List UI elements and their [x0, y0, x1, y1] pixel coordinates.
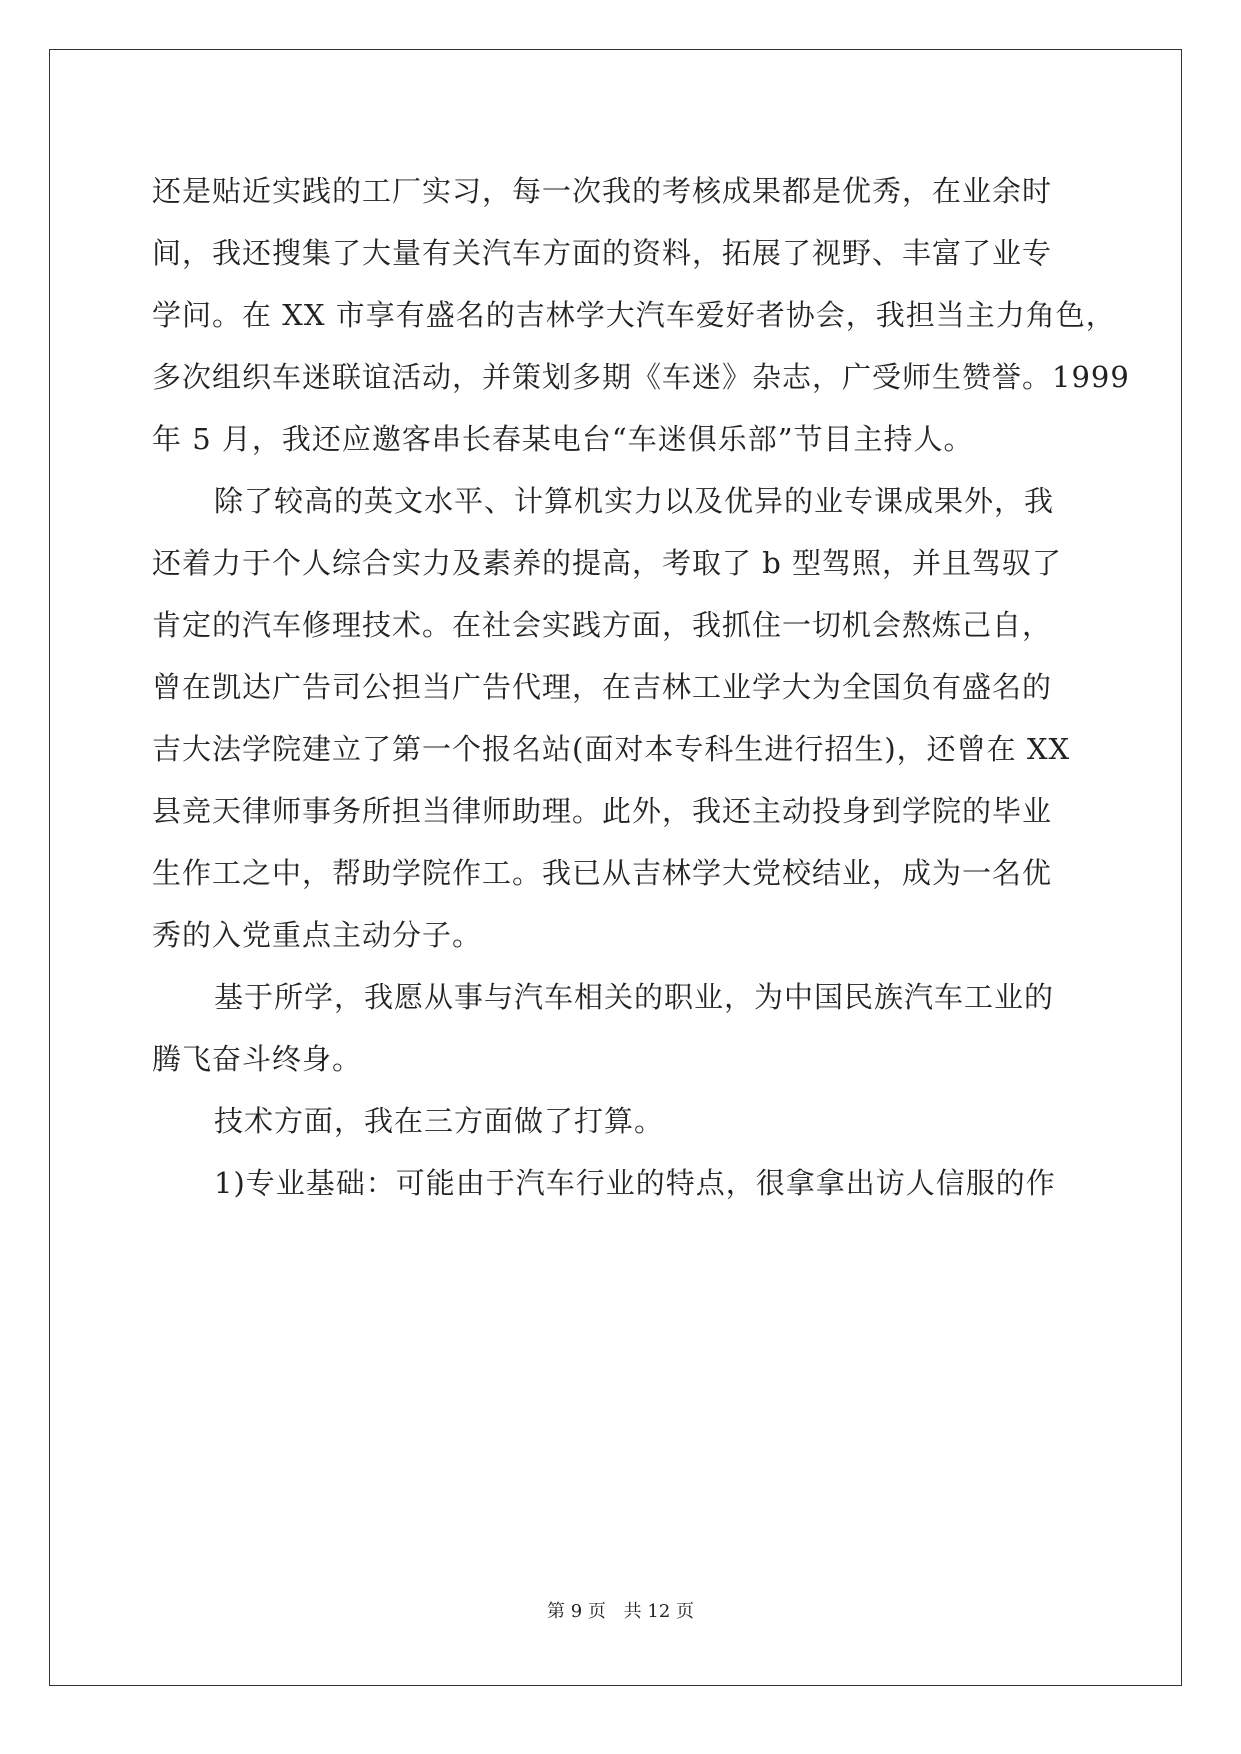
text-line: 肯定的汽车修理技术。在社会实践方面，我抓住一切机会熬炼己自， — [152, 608, 1053, 642]
text-line: 腾飞奋斗终身。 — [152, 1042, 363, 1076]
text-line: 曾在凯达广告司公担当广告代理，在吉林工业学大为全国负有盛名的 — [152, 670, 1053, 704]
paragraph-start-line: 基于所学，我愿从事与汽车相关的职业，为中国民族汽车工业的 — [214, 980, 1055, 1014]
text-line: 生作工之中，帮助学院作工。我已从吉林学大党校结业，成为一名优 — [152, 856, 1053, 890]
text-line: 还是贴近实践的工厂实习，每一次我的考核成果都是优秀，在业余时 — [152, 174, 1053, 208]
paragraph-start-line: 除了较高的英文水平、计算机实力以及优异的业专课成果外，我 — [214, 484, 1055, 518]
text-line: 县竞天律师事务所担当律师助理。此外，我还主动投身到学院的毕业 — [152, 794, 1053, 828]
text-line: 间，我还搜集了大量有关汽车方面的资料，拓展了视野、丰富了业专 — [152, 236, 1053, 270]
text-line: 还着力于个人综合实力及素养的提高，考取了 b 型驾照，并且驾驭了 — [152, 546, 1063, 580]
document-body — [152, 160, 1130, 1214]
text-line: 年 5 月，我还应邀客串长春某电台“车迷俱乐部”节目主持人。 — [152, 422, 974, 456]
text-line: 学问。在 XX 市享有盛名的吉林学大汽车爱好者协会，我担当主力角色， — [152, 298, 1116, 332]
page-footer — [0, 1597, 1241, 1623]
paragraph-start-line: 1)专业基础：可能由于汽车行业的特点，很拿拿出访人信服的作 — [214, 1166, 1056, 1200]
page-number-total: 共 12 页 — [623, 1601, 694, 1622]
text-line: 秀的入党重点主动分子。 — [152, 918, 483, 952]
text-line: 多次组织车迷联谊活动，并策划多期《车迷》杂志，广受师生赞誉。1999 — [152, 360, 1130, 394]
text-line: 吉大法学院建立了第一个报名站(面对本专科生进行招生)，还曾在 XX — [152, 732, 1071, 766]
page-number-current: 第 9 页 — [547, 1601, 606, 1622]
paragraph-start-line: 技术方面，我在三方面做了打算。 — [214, 1104, 665, 1138]
